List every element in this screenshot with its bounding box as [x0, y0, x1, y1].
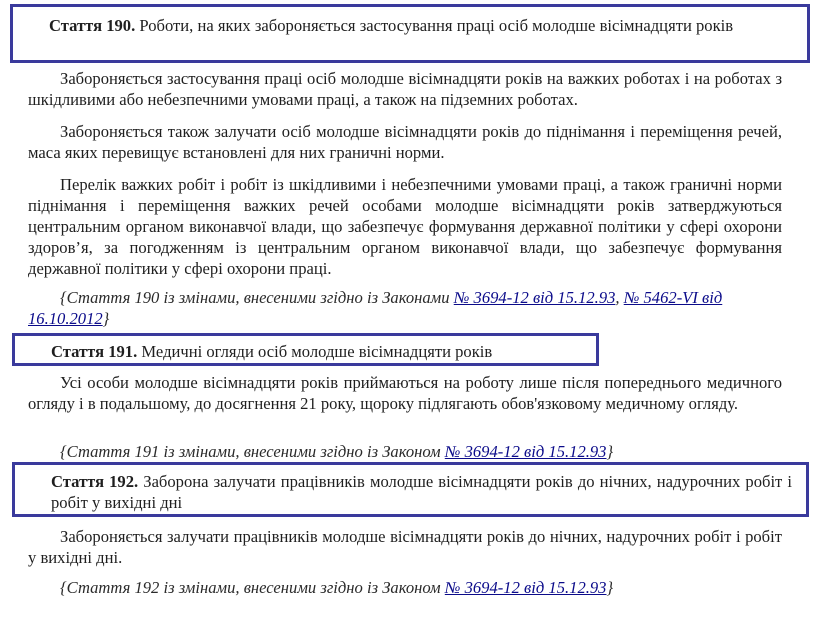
article-190-title: Роботи, на яких забороняється застосування праці осіб молодше вісімнадцяти років	[135, 16, 734, 35]
article-190-amendment	[28, 287, 782, 329]
article-190-heading	[49, 15, 793, 36]
article-191-amendment-suffix: }	[606, 442, 614, 461]
article-191-paragraph-1: Усі особи молодше вісімнадцяти років приймаються на роботу лише після попереднього медичного огляду і в подальшому, до досягнення 21 року, щороку підлягають обов'язковому медичному огляду.	[28, 373, 782, 413]
article-192-heading-box	[12, 462, 809, 517]
article-190-amendment-suffix: }	[102, 309, 110, 328]
article-191-heading-box	[12, 333, 599, 366]
article-191-amendment	[28, 441, 782, 462]
law-link-5462-vi[interactable]: № 5462-VI від 16.10.2012	[28, 288, 723, 328]
article-190-number: Стаття 190.	[49, 16, 136, 35]
article-192-amendment-prefix: {Стаття 192 із змінами, внесеними згідно із Законом	[60, 578, 445, 597]
law-link-3694-12[interactable]: № 3694-12 від 15.12.93	[453, 288, 616, 307]
law-link-3694-12[interactable]: № 3694-12 від 15.12.93	[444, 442, 607, 461]
article-190-paragraph-3: Перелік важких робіт і робіт із шкідливими і небезпечними умовами праці, а також граничні норми піднімання і переміщення важких речей особами молодше вісімнадцяти років затверджуються центральним органом виконавчої влади, що забезпечує формування державної політики у сфері охорони здоров’я, за погодженням із центральним органом виконавчої влади, що забезпечує формування державної політики у сфері охорони праці.	[28, 175, 782, 278]
article-190-paragraph-1: Забороняється застосування праці осіб молодше вісімнадцяти років на важких роботах і на роботах з шкідливими або небезпечними умовами праці, а також на підземних роботах.	[28, 69, 782, 109]
article-190-amendment-prefix: {Стаття 190 із змінами, внесеними згідно із Законами	[60, 288, 454, 307]
article-192-amendment-suffix: }	[606, 578, 614, 597]
article-192-amendment	[28, 577, 782, 598]
article-190-paragraph-2: Забороняється також залучати осіб молодше вісімнадцяти років до піднімання і переміщення речей, маса яких перевищує встановлені для них граничні норми.	[28, 122, 782, 162]
law-link-3694-12[interactable]: № 3694-12 від 15.12.93	[444, 578, 607, 597]
article-192-heading	[51, 471, 792, 513]
article-191-number: Стаття 191.	[51, 342, 138, 361]
article-192-paragraph-1: Забороняється залучати працівників молодше вісімнадцяти років до нічних, надурочних робіт і робіт у вихідні дні.	[28, 527, 782, 567]
article-190-amendment-separator: ,	[615, 288, 624, 307]
article-192-number: Стаття 192.	[51, 472, 139, 491]
article-191-amendment-prefix: {Стаття 191 із змінами, внесеними згідно із Законом	[60, 442, 445, 461]
article-192-title: Заборона залучати працівників молодше вісімнадцяти років до нічних, надурочних робіт і робіт у вихідні дні	[51, 472, 792, 512]
article-191-heading	[51, 341, 582, 362]
article-191-title: Медичні огляди осіб молодше вісімнадцяти років	[137, 342, 493, 361]
article-190-heading-box	[10, 4, 810, 63]
